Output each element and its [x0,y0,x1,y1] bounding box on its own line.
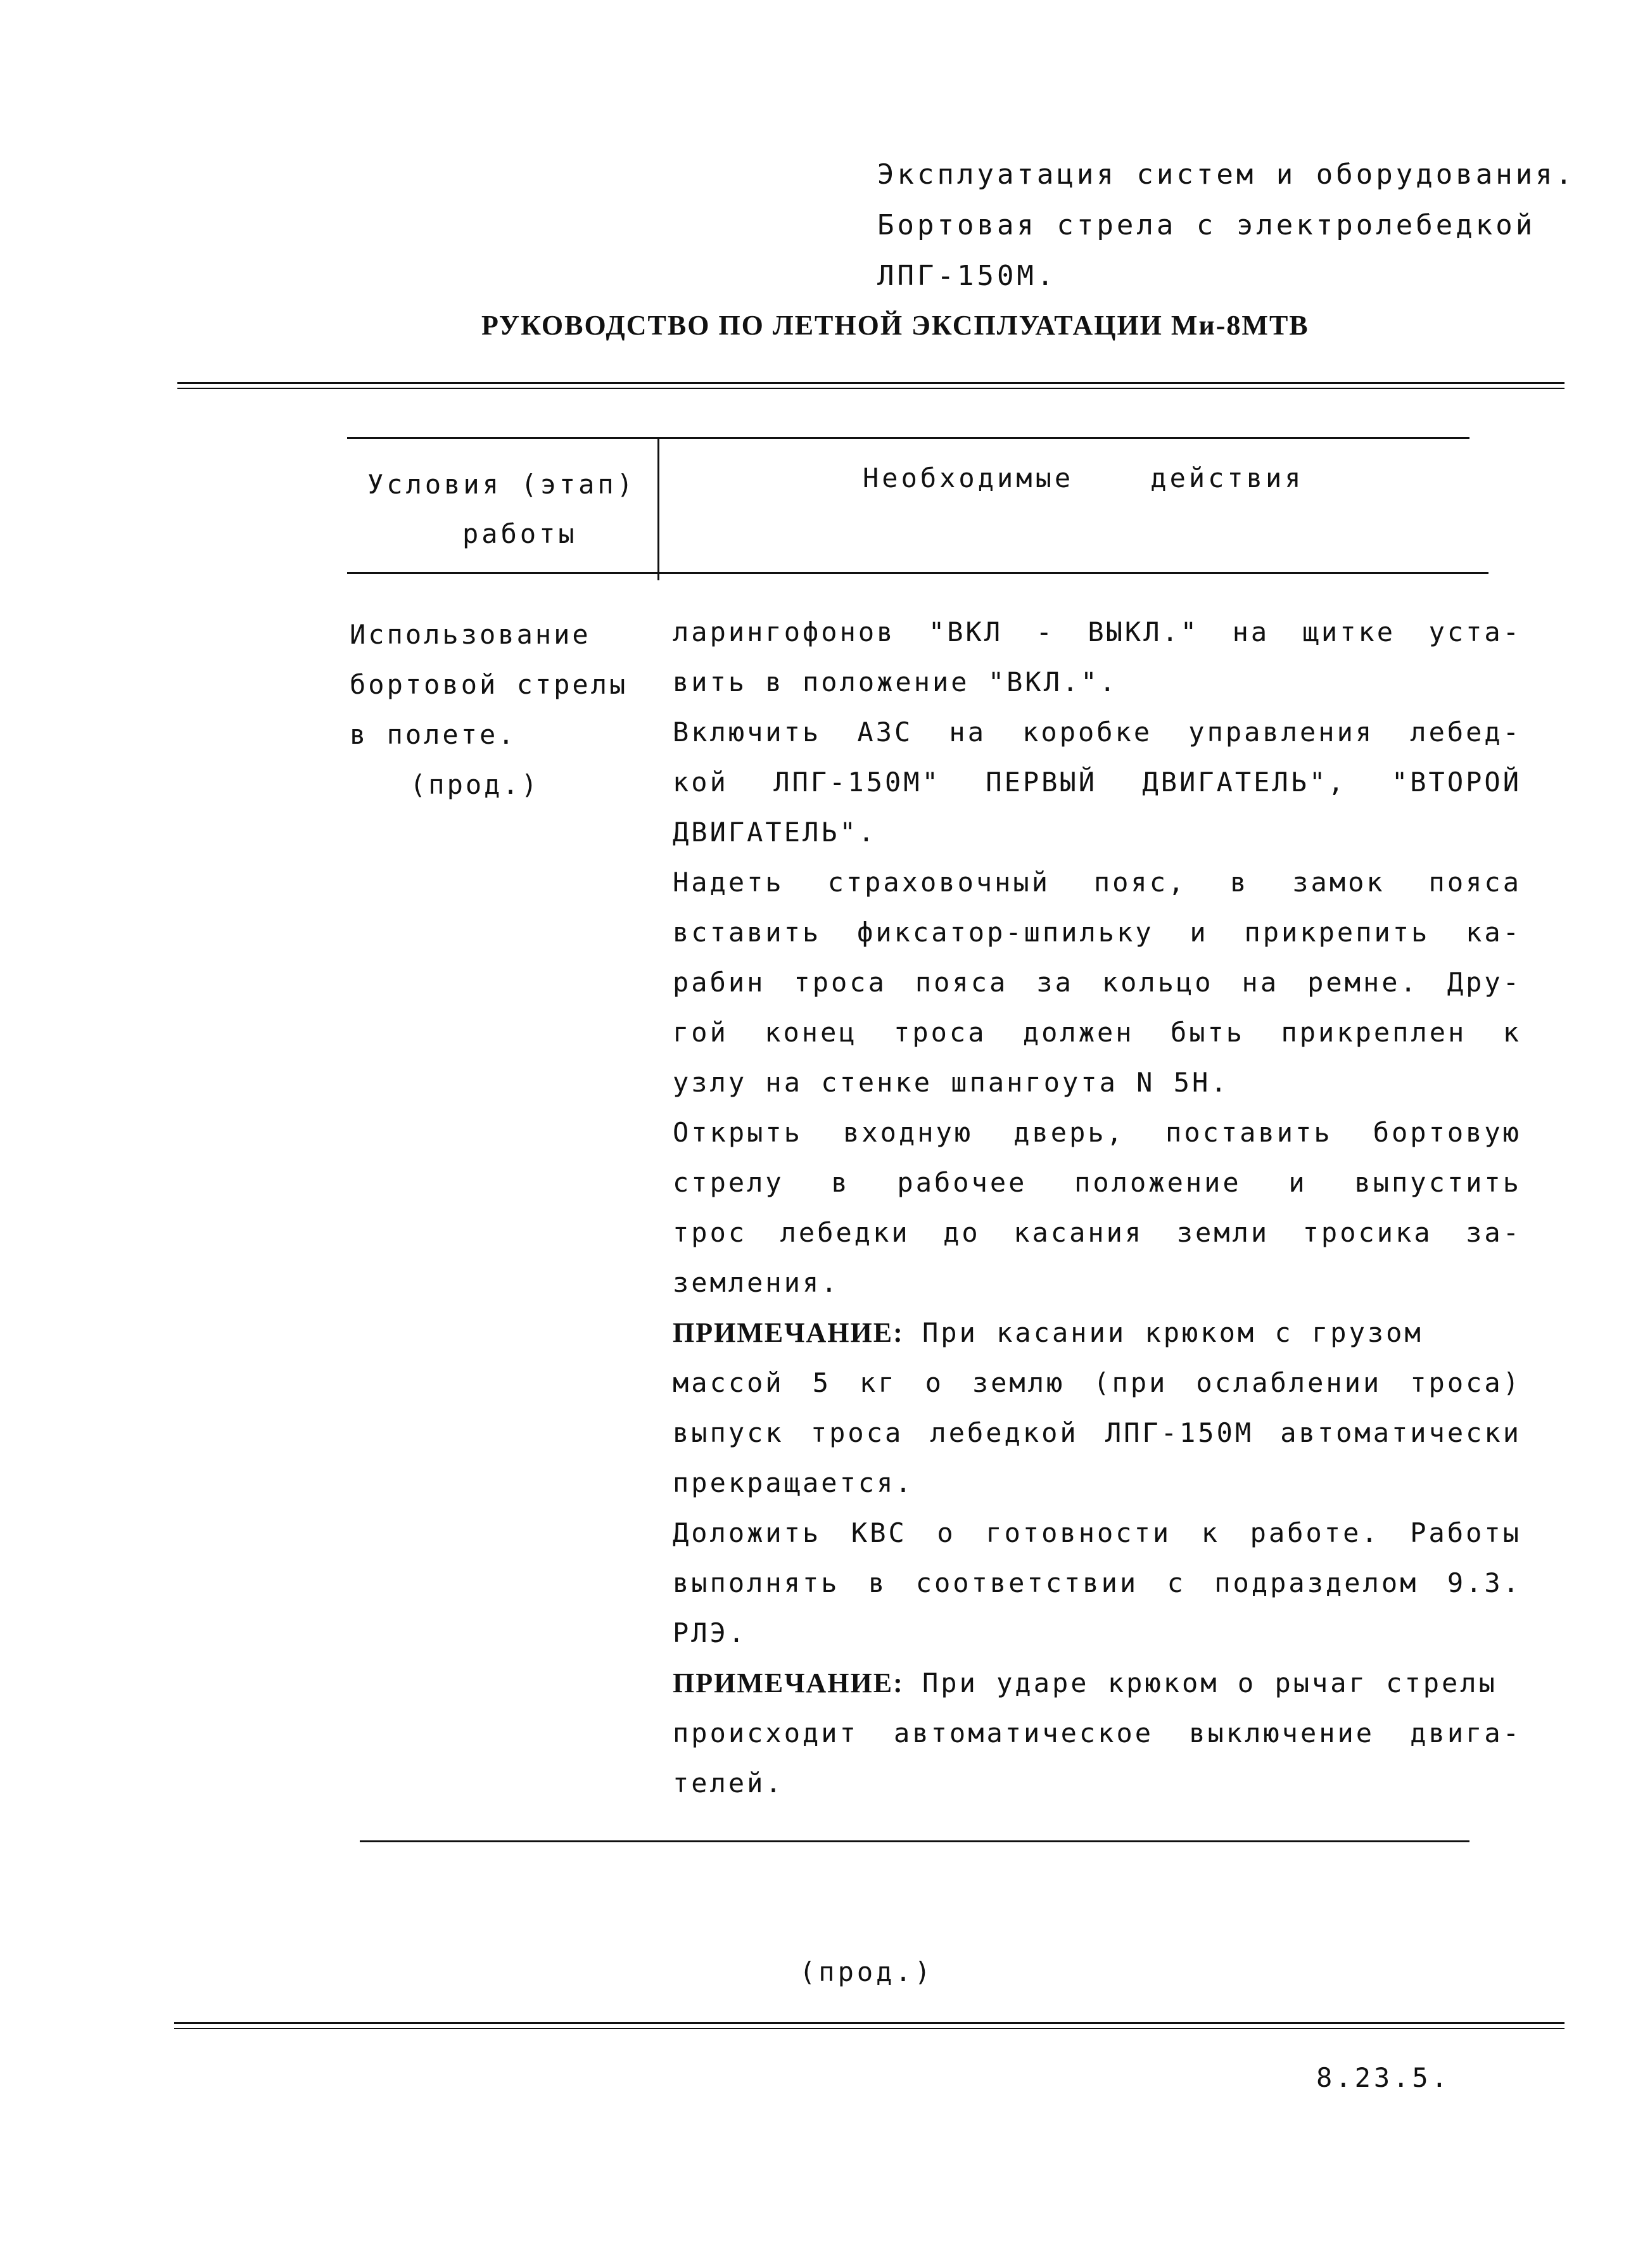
note-1-line: прекращается. [673,1467,914,1498]
condition-column [350,609,628,810]
footer-rule-bottom [174,2028,1564,2029]
action-line: вставить фиксатор-шпильку и прикрепить ка- [673,917,1521,948]
action-line: РЛЭ. [673,1617,747,1648]
action-line: ларингофонов "ВКЛ - ВЫКЛ." на щитке уста- [673,616,1521,647]
action-line: трос лебедки до касания земли тросика за- [673,1217,1521,1248]
title-rule-bottom [177,388,1564,389]
action-line: ДВИГАТЕЛЬ". [673,817,877,848]
note-1-first-text: При касании крюком с грузом [903,1317,1423,1348]
manual-title: РУКОВОДСТВО ПО ЛЕТНОЙ ЭКСПЛУАТАЦИИ Ми-8МТВ [481,310,1309,341]
note-1-label: ПРИМЕЧАНИЕ: [673,1317,904,1348]
col2-header: Необходимые действия [863,462,1304,494]
note-1-line: выпуск троса лебедкой ЛПГ-150М автоматически [673,1417,1521,1448]
condition-line: (прод.) [410,769,540,800]
col1-header-line-1: Условия (этап) [367,469,637,500]
action-line: вить в положение "ВКЛ.". [673,666,1118,698]
action-line: выполнять в соответствии с подразделом 9.3. [673,1567,1521,1598]
page-number: 8.23.5. [1316,2062,1451,2093]
action-line: Доложить КВС о готовности к работе. Работы [673,1517,1521,1548]
continued-label: (прод.) [799,1956,934,1987]
action-line: узлу на стенке шпангоута N 5Н. [673,1067,1229,1098]
note-2-first-text: При ударе крюком о рычаг стрелы [903,1667,1497,1698]
col1-header-line-2: работы [462,518,578,549]
header-line-2: Бортовая стрела с электролебедкой [877,209,1536,241]
condition-line: бортовой стрелы [350,669,628,700]
table-bottom-rule [360,1840,1469,1842]
note-1-first-line [673,1308,1521,1358]
footer-rule-top [174,2022,1564,2024]
action-line: гой конец троса должен быть прикреплен к [673,1017,1521,1048]
title-rule-top [177,382,1564,384]
note-2-first-line [673,1658,1521,1708]
action-line: стрелу в рабочее положение и выпустить [673,1167,1521,1198]
action-line: Открыть входную дверь, поставить бортовую [673,1117,1521,1148]
header-line-3: ЛПГ-150М. [877,260,1057,292]
action-line: кой ЛПГ-150М" ПЕРВЫЙ ДВИГАТЕЛЬ", "ВТОРОЙ [673,767,1521,798]
condition-line: Использование [350,619,591,650]
condition-line: в полете. [350,719,517,750]
table-header-top-rule [347,437,1469,439]
note-1-line: массой 5 кг о землю (при ослаблении троса) [673,1367,1521,1398]
action-line: Включить АЗС на коробке управления лебед- [673,717,1521,748]
action-line: земления. [673,1267,840,1298]
table-header-bottom-rule [347,572,1488,574]
action-line: рабин троса пояса за кольцо на ремне. Дру- [673,967,1521,998]
note-2-line: происходит автоматическое выключение двига- [673,1717,1521,1749]
action-column [673,607,1521,1808]
header-line-1: Эксплуатация систем и оборудования. [877,158,1576,191]
note-2-line: телей. [673,1768,784,1799]
table-header-divider [657,437,659,580]
note-2-label: ПРИМЕЧАНИЕ: [673,1667,904,1698]
action-line: Надеть страховочный пояс, в замок пояса [673,867,1521,898]
